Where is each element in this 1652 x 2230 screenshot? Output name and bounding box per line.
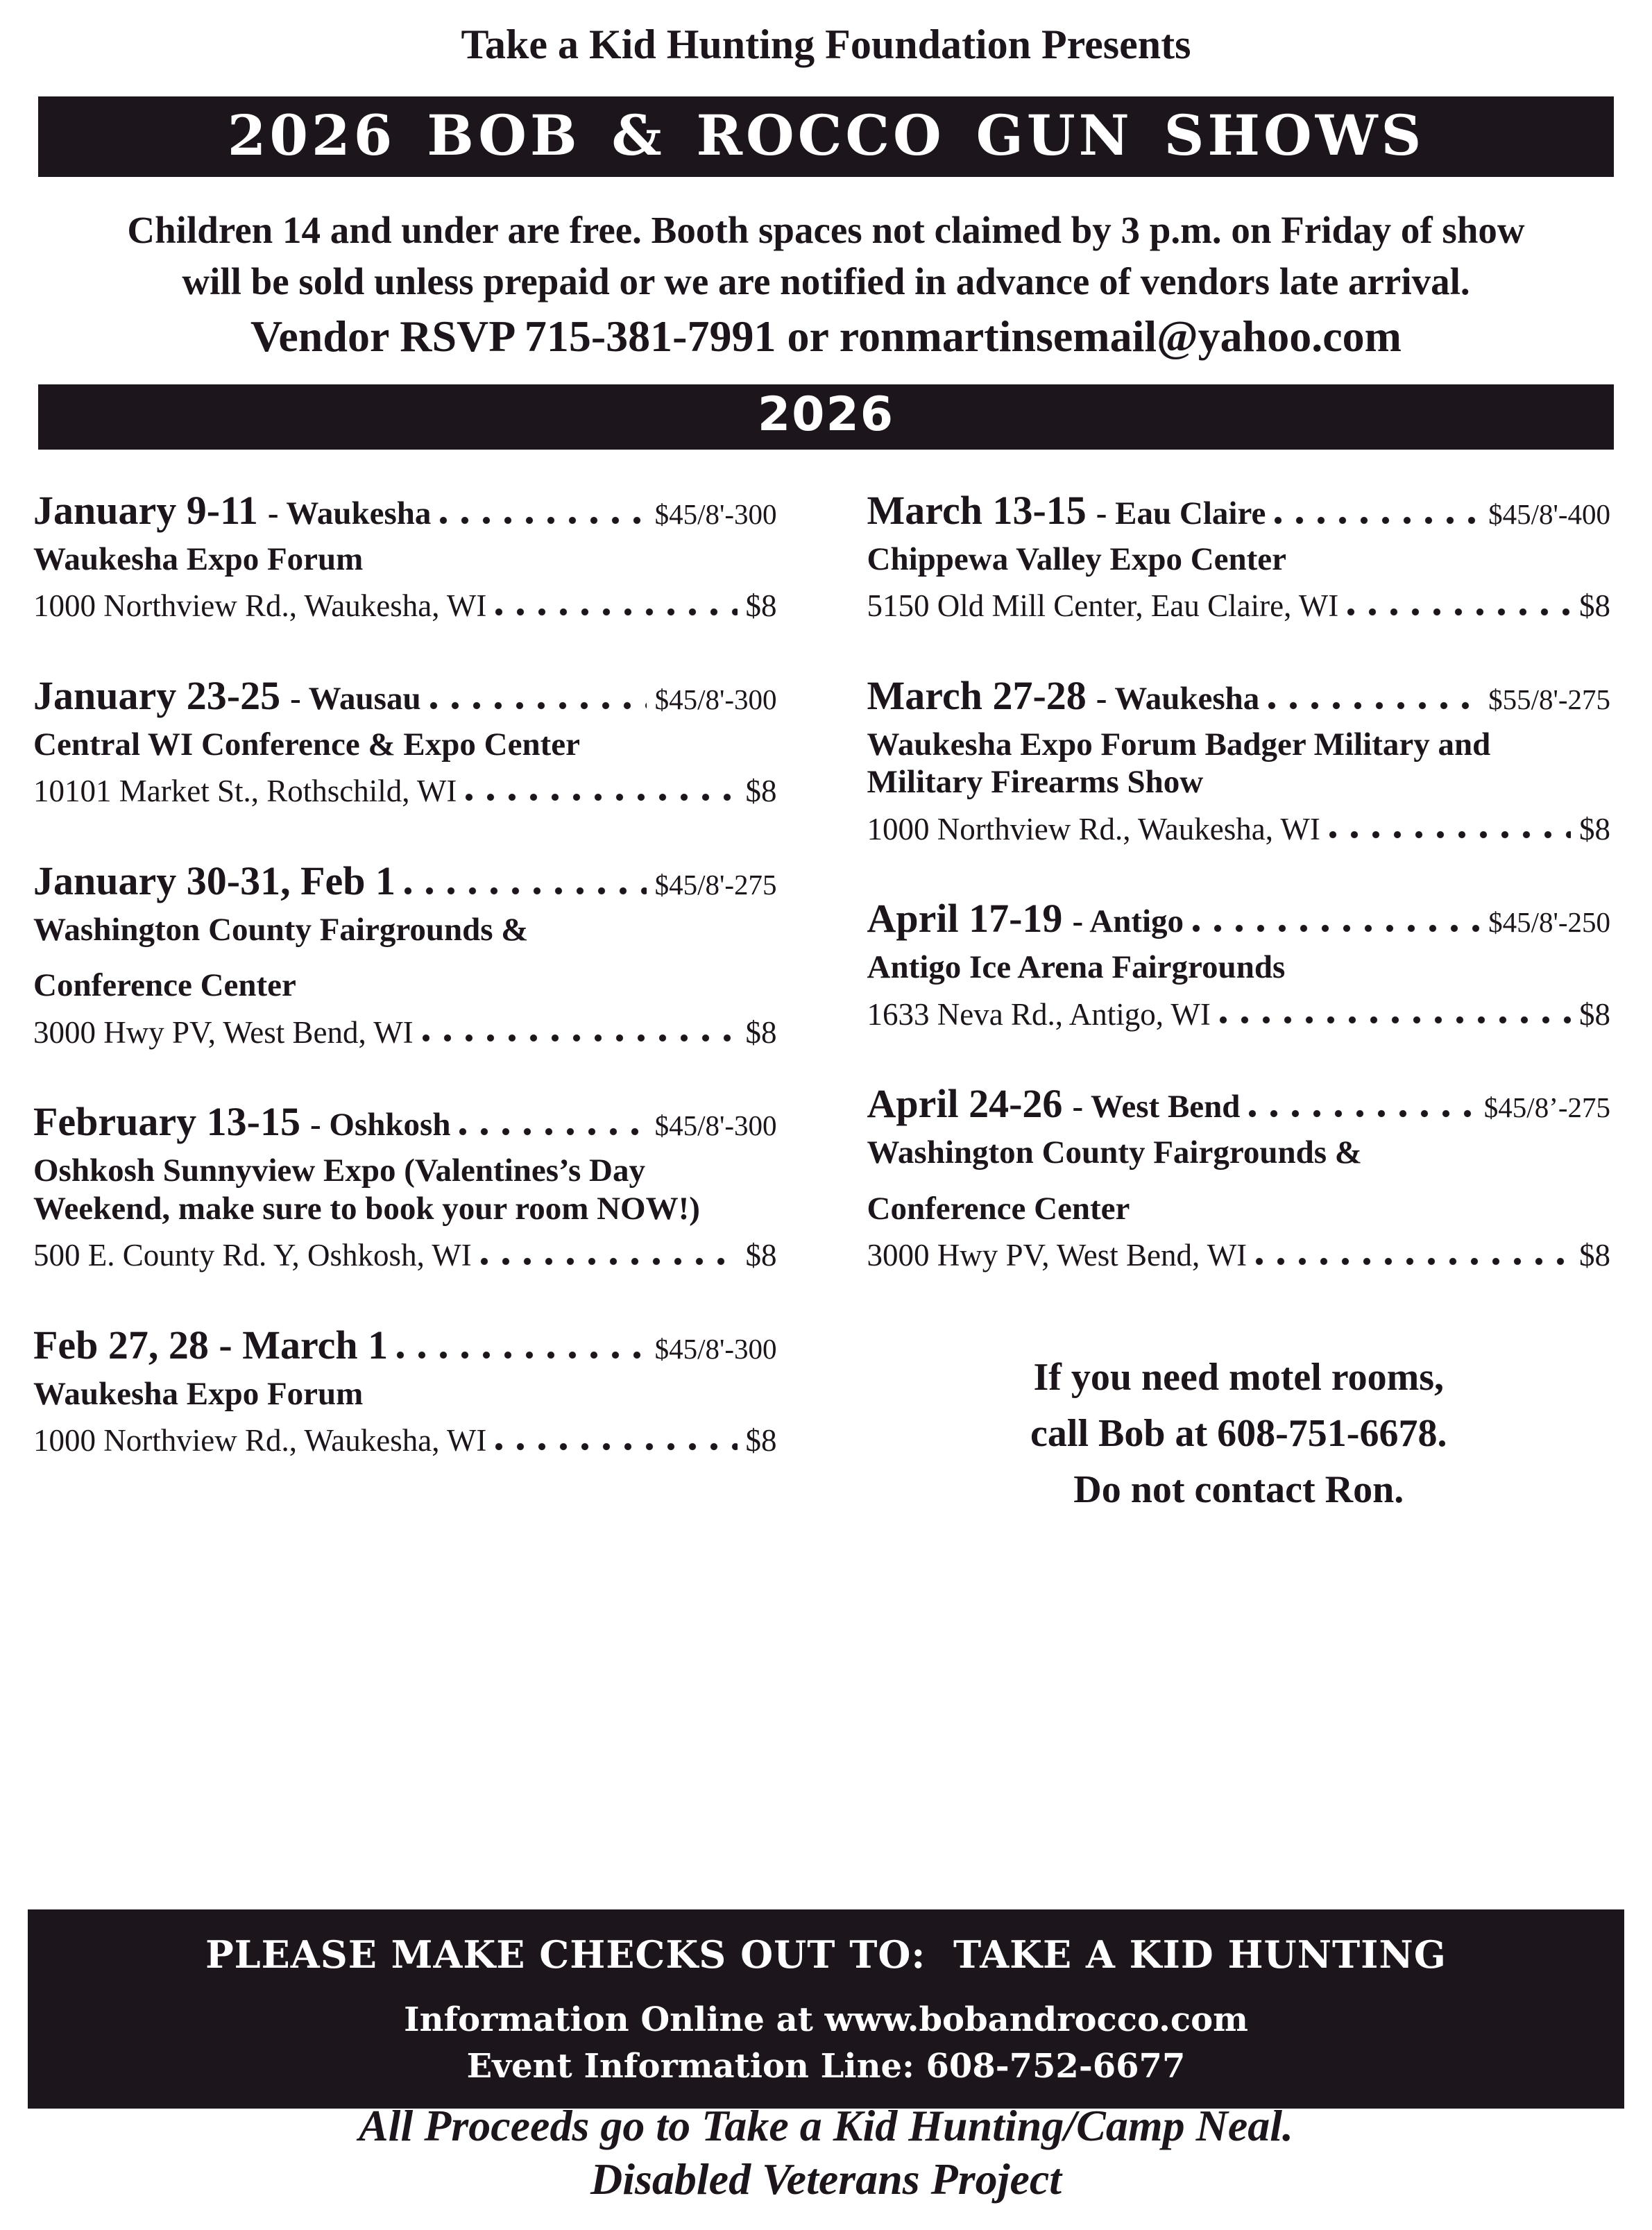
event-booth-price: $45/8'-300 — [654, 497, 777, 530]
event-address: 1000 Northview Rd., Waukesha, WI — [33, 588, 487, 624]
dot-leader — [465, 792, 737, 802]
info-online-line: Information Online at www.bobandrocco.com — [404, 2000, 1248, 2040]
event-date: April 24-26 — [867, 1081, 1063, 1127]
notice-paragraph — [0, 205, 1652, 308]
event-admission: $8 — [1579, 811, 1610, 846]
event-booth-price: $45/8'-275 — [654, 868, 777, 901]
left-event-list — [33, 487, 777, 1458]
venue-line: Conference Center — [867, 1190, 1130, 1227]
event-title-line — [33, 672, 777, 718]
motel-note — [867, 1350, 1611, 1519]
event-venue — [867, 541, 1611, 579]
event-booth-price: $45/8'-400 — [1488, 497, 1610, 530]
right-column — [867, 487, 1611, 1519]
presenter-title: Take a Kid Hunting Foundation Presents — [461, 22, 1191, 67]
proceeds-line-2: Disabled Veterans Project — [590, 2154, 1062, 2204]
dot-leader — [439, 516, 646, 525]
event-venue — [33, 1152, 777, 1227]
event-address: 10101 Market St., Rothschild, WI — [33, 774, 457, 809]
venue-line: Waukesha Expo Forum Badger Military and — [867, 726, 1491, 763]
dot-leader — [1255, 1257, 1571, 1266]
event-venue — [33, 726, 777, 764]
event-date: April 17-19 — [867, 896, 1063, 942]
event-date: January 9-11 — [33, 487, 258, 533]
event-listing — [33, 487, 777, 624]
dot-leader — [1274, 516, 1480, 525]
event-address: 500 E. County Rd. Y, Oshkosh, WI — [33, 1238, 472, 1273]
event-address-line — [867, 589, 1611, 624]
event-address: 1000 Northview Rd., Waukesha, WI — [867, 811, 1320, 846]
vendor-rsvp-line: Vendor RSVP 715-381-7991 or ronmartinsemail@yahoo.com — [250, 311, 1402, 361]
dot-leader — [1268, 701, 1480, 710]
event-booth-price: $45/8’-275 — [1483, 1091, 1610, 1124]
dot-leader — [429, 701, 647, 710]
event-address-line — [33, 1239, 777, 1273]
motel-note-line-3: Do not contact Ron. — [1073, 1468, 1404, 1512]
event-address: 1633 Neva Rd., Antigo, WI — [867, 996, 1211, 1032]
main-banner — [38, 96, 1614, 177]
venue-line: Military Firearms Show — [867, 764, 1204, 801]
event-venue — [867, 1134, 1611, 1227]
left-column — [33, 487, 777, 1519]
event-address-line — [33, 1424, 777, 1458]
event-booth-price: $45/8'-250 — [1488, 906, 1610, 939]
event-city: - Antigo — [1072, 903, 1184, 940]
event-title-line — [33, 1101, 777, 1143]
event-venue — [33, 1375, 777, 1413]
venue-line: Conference Center — [33, 967, 296, 1004]
dot-leader — [422, 1033, 738, 1043]
event-address: 3000 Hwy PV, West Bend, WI — [33, 1014, 414, 1050]
venue-line: Washington County Fairgrounds & — [867, 1134, 1362, 1171]
dot-leader — [495, 1442, 737, 1452]
event-address-line — [867, 812, 1611, 847]
proceeds-line-1: All Proceeds go to Take a Kid Hunting/Camp Neal. — [358, 2101, 1294, 2150]
event-listing — [867, 672, 1611, 847]
checks-box — [28, 1909, 1624, 2109]
event-address: 3000 Hwy PV, West Bend, WI — [867, 1238, 1247, 1273]
event-city: - West Bend — [1072, 1089, 1241, 1125]
event-title-line — [867, 672, 1611, 718]
venue-line: Waukesha Expo Forum — [33, 1375, 364, 1412]
dot-leader — [480, 1257, 738, 1266]
event-city: - Eau Claire — [1096, 495, 1266, 531]
checks-instruction: PLEASE MAKE CHECKS OUT TO: TAKE A KID HUNTING — [205, 1932, 1447, 1977]
event-venue — [33, 911, 777, 1005]
event-date: Feb 27, 28 - March 1 — [33, 1322, 389, 1368]
event-listing — [867, 898, 1611, 1032]
event-title-line — [33, 860, 777, 903]
event-date: January 30-31, Feb 1 — [33, 858, 395, 903]
event-admission: $8 — [745, 1238, 777, 1273]
event-date: March 27-28 — [867, 672, 1087, 718]
event-booth-price: $45/8'-300 — [654, 1332, 777, 1365]
event-listing — [33, 1322, 777, 1458]
venue-line: Central WI Conference & Expo Center — [33, 726, 580, 763]
event-address: 5150 Old Mill Center, Eau Claire, WI — [867, 588, 1339, 624]
event-venue — [33, 541, 777, 579]
event-date: January 23-25 — [33, 672, 281, 718]
event-date: March 13-15 — [867, 487, 1087, 533]
dot-leader — [1219, 1015, 1571, 1025]
event-admission: $8 — [1579, 1238, 1610, 1273]
venue-line: Oshkosh Sunnyview Expo (Valentines’s Day — [33, 1152, 645, 1189]
event-address-line — [33, 774, 777, 809]
event-admission: $8 — [745, 588, 777, 624]
right-event-list — [867, 487, 1611, 1273]
event-title-line — [33, 487, 777, 533]
event-title-line — [867, 487, 1611, 533]
venue-line: Washington County Fairgrounds & — [33, 911, 529, 948]
event-admission: $8 — [1579, 588, 1610, 624]
event-booth-price: $55/8'-275 — [1488, 683, 1610, 715]
motel-note-line-1: If you need motel rooms, — [1033, 1355, 1445, 1399]
event-listing — [33, 672, 777, 809]
event-title-line — [33, 1322, 777, 1368]
event-booth-price: $45/8'-300 — [654, 1109, 777, 1142]
venue-line: Waukesha Expo Forum — [33, 541, 364, 577]
dot-leader — [396, 1350, 646, 1360]
dot-leader — [404, 886, 647, 896]
event-admission: $8 — [1579, 996, 1610, 1032]
event-listing — [867, 1083, 1611, 1273]
event-admission: $8 — [745, 774, 777, 809]
event-venue — [867, 726, 1611, 801]
event-columns — [33, 487, 1610, 1519]
event-date: February 13-15 — [33, 1099, 300, 1145]
notice-line-2: will be sold unless prepaid or we are notified in advance of vendors late arrival. — [182, 260, 1470, 303]
event-city: - Wausau — [290, 680, 421, 717]
event-admission: $8 — [745, 1423, 777, 1458]
event-title-line — [867, 898, 1611, 940]
main-banner-text: 2026 BOB & ROCCO GUN SHOWS — [227, 103, 1425, 168]
event-admission: $8 — [745, 1014, 777, 1050]
event-city: - Waukesha — [267, 495, 432, 531]
event-listing — [867, 487, 1611, 624]
event-info-phone-line: Event Information Line: 608-752-6677 — [466, 2047, 1186, 2086]
dot-leader — [459, 1127, 646, 1137]
venue-line: Weekend, make sure to book your room NOW!) — [33, 1190, 700, 1227]
event-listing — [33, 860, 777, 1050]
event-title-line — [867, 1083, 1611, 1125]
dot-leader — [1248, 1109, 1475, 1118]
event-address-line — [867, 998, 1611, 1032]
notice-line-1: Children 14 and under are free. Booth spaces not claimed by 3 p.m. on Friday of show — [127, 209, 1525, 251]
event-address-line — [867, 1239, 1611, 1273]
year-banner — [38, 384, 1614, 450]
event-address-line — [33, 589, 777, 624]
venue-line: Chippewa Valley Expo Center — [867, 541, 1287, 577]
motel-note-line-2: call Bob at 608-751-6678. — [1030, 1412, 1447, 1456]
event-city: - Waukesha — [1096, 680, 1260, 717]
dot-leader — [1192, 924, 1480, 933]
event-address-line — [33, 1016, 777, 1050]
event-address: 1000 Northview Rd., Waukesha, WI — [33, 1423, 487, 1458]
event-listing — [33, 1101, 777, 1273]
event-venue — [867, 948, 1611, 987]
event-city: - Oshkosh — [310, 1107, 451, 1143]
dot-leader — [495, 607, 737, 617]
venue-line: Antigo Ice Arena Fairgrounds — [867, 949, 1286, 986]
event-booth-price: $45/8'-300 — [654, 683, 777, 715]
dot-leader — [1347, 607, 1571, 617]
dot-leader — [1329, 830, 1571, 840]
year-banner-text: 2026 — [757, 386, 895, 442]
proceeds-note — [0, 2100, 1652, 2206]
